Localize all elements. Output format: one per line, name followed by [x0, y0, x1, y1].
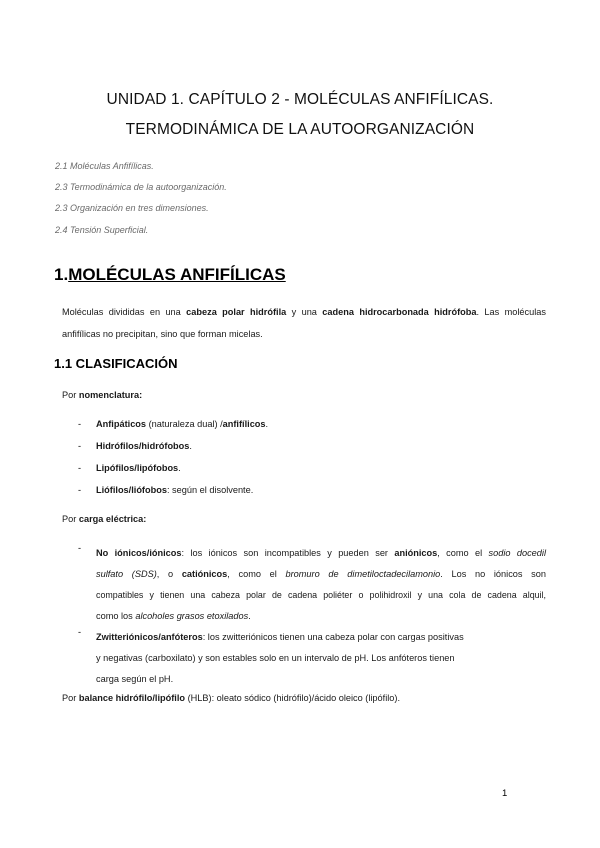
toc-item: 2.3 Organización en tres dimensiones.	[55, 203, 209, 213]
bullet-dash: -	[78, 463, 82, 473]
bullet-dash: -	[78, 627, 82, 637]
bullet-dash: -	[78, 485, 82, 495]
label-hlb: Por balance hidrófilo/lipófilo (HLB): oleato sódico (hidrófilo)/ácido oleico (lipófilo).	[62, 693, 401, 703]
section-heading-1	[54, 265, 286, 285]
list-item-zwitter: Zwitteriónicos/anfóteros: los zwitteriónicos tienen una cabeza polar con cargas positivas y negativas (carboxilato) y son estables solo en un intervalo de pH. Los anfóteros tienen carga según el pH.	[96, 632, 464, 684]
list-item: Hidrófilos/hidrófobos.	[96, 441, 192, 451]
page-title-line2: TERMODINÁMICA DE LA AUTOORGANIZACIÓN	[125, 121, 475, 138]
toc-item: 2.3 Termodinámica de la autoorganización.	[55, 182, 227, 192]
label-nomenclatura: Por nomenclatura:	[62, 390, 143, 400]
list-item: Anfipáticos (naturaleza dual) /anfifílicos.	[96, 419, 269, 429]
intro-paragraph: Moléculas divididas en una cabeza polar hidrófila y una cadena hidrocarbonada hidrófoba. Las moléculas anfifílicas no precipitan, sino que forman micelas.	[62, 307, 546, 339]
toc-item: 2.4 Tensión Superficial.	[55, 225, 149, 235]
bullet-dash: -	[78, 419, 82, 429]
subsection-heading: 1.1 CLASIFICACIÓN	[54, 356, 178, 371]
list-item-noionicos: No iónicos/iónicos: los iónicos son incompatibles y pueden ser aniónicos, como el sodio docedil sulfato (SDS), o catiónicos, como el bromuro de dimetiloctadecilamonio. Los no iónicos son compatibles y tienen una cabeza polar de cadena poliéter o polihidroxil y una cola de cadena alquil, como los alcoholes grasos etoxilados.	[96, 548, 546, 621]
toc-item: 2.1 Moléculas Anfifílicas.	[55, 161, 154, 171]
section-title: MOLÉCULAS ANFIFÍLICAS	[68, 265, 286, 284]
list-item: Liófilos/liófobos: según el disolvente.	[96, 485, 254, 495]
page-title-line1: UNIDAD 1. CAPÍTULO 2 - MOLÉCULAS ANFIFÍLICAS.	[106, 91, 494, 108]
page-number: 1	[502, 788, 508, 799]
bullet-dash: -	[78, 543, 82, 553]
list-item: Lipófilos/lipófobos.	[96, 463, 181, 473]
label-carga: Por carga eléctrica:	[62, 514, 147, 524]
bullet-dash: -	[78, 441, 82, 451]
section-number: 1.	[54, 265, 69, 284]
